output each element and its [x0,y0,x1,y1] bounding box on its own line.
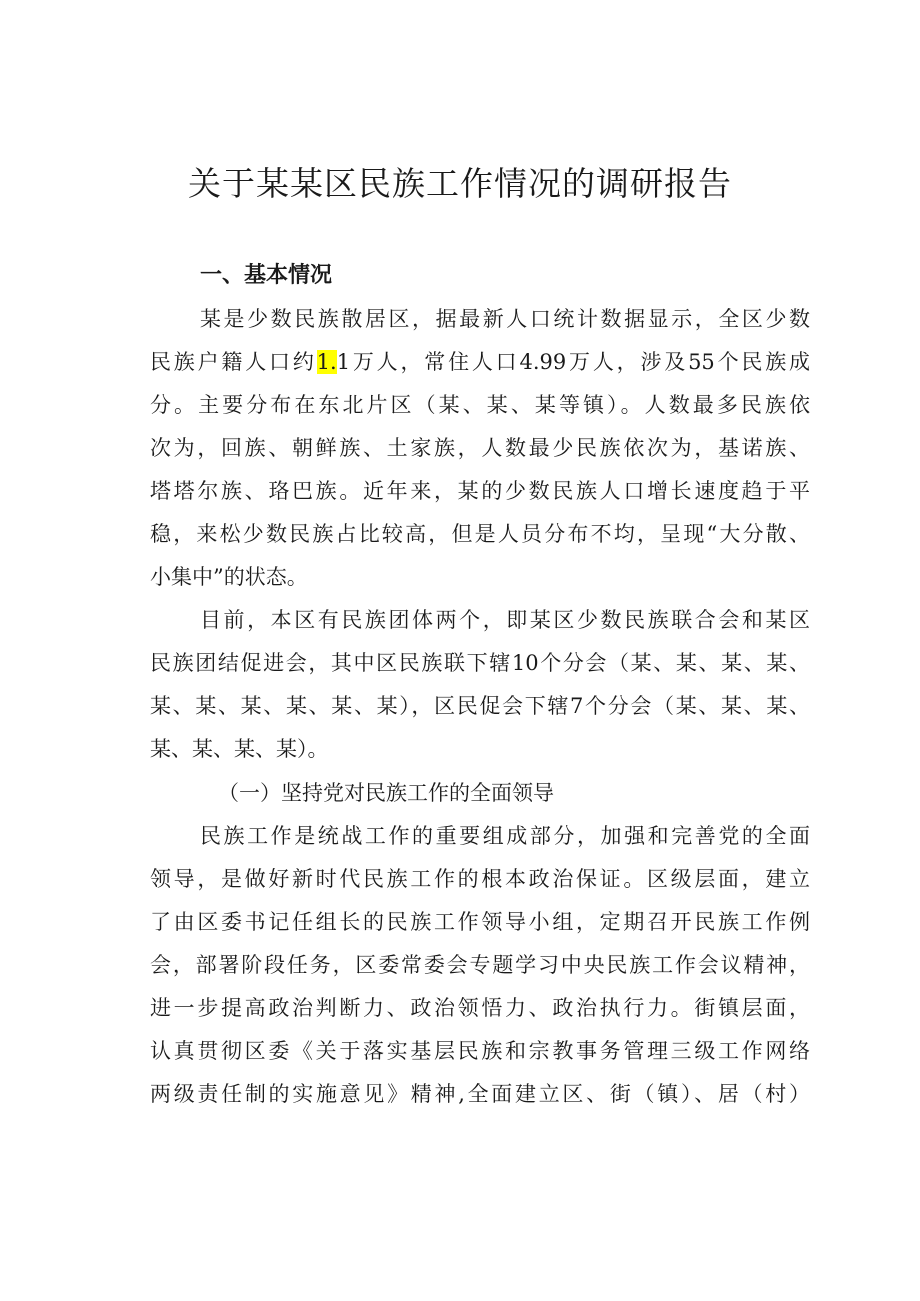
paragraph-line: 认真贯彻区委《关于落实基层民族和宗教事务管理三级工作网络 [150,1039,810,1063]
text-span: 1万人，常住人口4.99万人，涉及55个民族成 [336,350,811,374]
paragraph-line [150,342,810,382]
paragraph-line: 两级责任制的实施意见》精神,全面建立区、街（镇）、居（村） [150,1082,810,1106]
paragraph-line: 小集中”的状态。 [150,565,308,589]
paragraph-line: 某是少数民族散居区，据最新人口统计数据显示，全区少数 [200,307,810,331]
paragraph-line: 领导，是做好新时代民族工作的根本政治保证。区级层面，建立 [150,867,810,891]
paragraph-line: 次为，回族、朝鲜族、土家族，人数最少民族依次为，基诺族、 [150,436,810,460]
paragraph-line: 塔塔尔族、珞巴族。近年来，某的少数民族人口增长速度趋于平 [150,479,810,503]
paragraph-line: 分。主要分布在东北片区（某、某、某等镇）。人数最多民族依 [150,393,810,417]
document-title: 关于某某区民族工作情况的调研报告 [188,164,732,203]
text-span: 民族户籍人口约 [150,350,317,374]
section-heading-basic-info: 一、基本情况 [200,263,333,288]
paragraph-line: 某、某、某、某、某、某），区民促会下辖7个分会（某、某、某、 [150,694,810,718]
paragraph-line: 进一步提高政治判断力、政治领悟力、政治执行力。街镇层面， [150,996,810,1020]
highlighted-text: 1. [316,350,337,374]
paragraph-line: 了由区委书记任组长的民族工作领导小组，定期召开民族工作例 [150,910,810,934]
paragraph-line: 民族团结促进会，其中区民族联下辖10个分会（某、某、某、某、 [150,651,810,675]
subheading-party-leadership: （一）坚持党对民族工作的全面领导 [218,781,554,805]
paragraph-line: 会，部署阶段任务，区委常委会专题学习中央民族工作会议精神， [150,953,810,977]
paragraph-line: 民族工作是统战工作的重要组成部分，加强和完善党的全面 [200,824,810,848]
paragraph-line: 某、某、某、某）。 [150,737,329,761]
paragraph-line: 稳，来松少数民族占比较高，但是人员分布不均，呈现“大分散、 [150,522,810,546]
paragraph-line: 目前，本区有民族团体两个，即某区少数民族联合会和某区 [200,608,810,632]
